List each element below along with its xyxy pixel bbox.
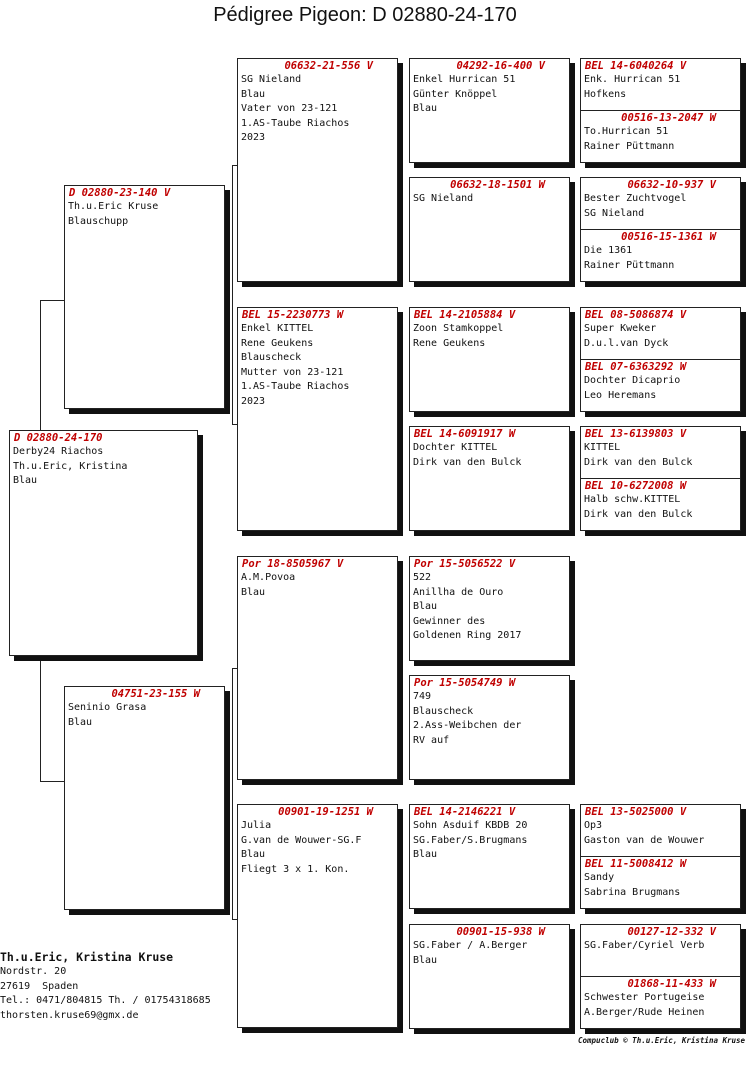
- ring-number: D 02880-23-140 V: [69, 187, 171, 199]
- ring-number: BEL 08-5086874 V: [585, 309, 687, 321]
- connector-line: [232, 165, 233, 425]
- card-line: Enkel KITTEL: [241, 323, 314, 334]
- card-line: Rene Geukens: [241, 337, 314, 349]
- pedigree-card-gen5-pair[interactable]: [580, 804, 741, 909]
- pedigree-card-granddam-paternal[interactable]: [237, 307, 398, 531]
- ring-number: BEL 13-5025000 V: [585, 806, 687, 818]
- owner-info: [0, 949, 211, 1023]
- card-line: RV auf: [413, 734, 450, 746]
- card-line: KITTEL: [584, 442, 621, 453]
- card-line: Julia: [241, 820, 272, 831]
- card-line: 2023: [241, 132, 266, 143]
- card-line: Dirk van den Bulck: [584, 508, 693, 520]
- connector-line: [40, 300, 41, 430]
- card-line: Günter Knöppel: [413, 88, 498, 100]
- connector-line: [40, 781, 64, 782]
- pedigree-subcard[interactable]: [581, 229, 740, 273]
- card-line: Dochter KITTEL: [413, 442, 498, 453]
- card-line: Halb schw.KITTEL: [584, 494, 681, 505]
- ring-number: 04751-23-155 W: [111, 688, 200, 700]
- footer-credit: Compuclub © Th.u.Eric, Kristina Kruse: [578, 1036, 746, 1045]
- pedigree-card-granddam-maternal[interactable]: [237, 804, 398, 1028]
- pedigree-card-gen5-pair[interactable]: [580, 426, 741, 531]
- card-line: 2.Ass-Weibchen der: [413, 720, 522, 731]
- card-line: SG.Faber/Cyriel Verb: [584, 940, 705, 951]
- ring-number: BEL 14-6040264 V: [585, 60, 687, 72]
- pedigree-card-gen4[interactable]: [409, 58, 570, 163]
- card-line: Blau: [13, 475, 38, 486]
- pedigree-subcard[interactable]: [581, 478, 740, 522]
- ring-number: Por 15-5056522 V: [414, 558, 516, 570]
- pedigree-subcard[interactable]: [581, 110, 740, 154]
- card-line: Zoon Stamkoppel: [413, 323, 504, 334]
- card-line: Rene Geukens: [413, 337, 486, 349]
- ring-number: 04292-16-400 V: [456, 60, 545, 72]
- card-line: Leo Heremans: [584, 389, 657, 401]
- card-line: G.van de Wouwer-SG.F: [241, 834, 362, 846]
- card-line: D.u.l.van Dyck: [584, 337, 669, 349]
- pedigree-subcard[interactable]: [581, 856, 740, 900]
- card-line: SG Nieland: [584, 207, 645, 219]
- card-line: Schwester Portugeise: [584, 992, 705, 1003]
- ring-number: BEL 07-6363292 W: [585, 361, 687, 373]
- card-line: Mutter von 23-121: [241, 366, 344, 378]
- card-line: Rainer Püttmann: [584, 140, 675, 152]
- pedigree-card-gen4[interactable]: [409, 177, 570, 282]
- ring-number: BEL 11-5008412 W: [585, 858, 687, 870]
- pedigree-card-mother[interactable]: [64, 686, 225, 910]
- card-line: Seninio Grasa: [68, 702, 147, 713]
- ring-number: BEL 14-6091917 W: [414, 428, 516, 440]
- card-line: Blauschupp: [68, 215, 129, 227]
- card-line: Op3: [584, 820, 603, 831]
- ring-number: 06632-18-1501 W: [450, 179, 545, 191]
- card-line: Blau: [241, 586, 266, 598]
- pedigree-card-subject[interactable]: [9, 430, 198, 656]
- pedigree-card-grandsire-maternal[interactable]: [237, 556, 398, 780]
- ring-number: BEL 10-6272008 W: [585, 480, 687, 492]
- card-line: Blauscheck: [413, 705, 474, 717]
- ring-number: 06632-21-556 V: [284, 60, 373, 72]
- owner-address-line: 27619 Spaden: [0, 980, 79, 992]
- pedigree-card-gen4[interactable]: [409, 426, 570, 531]
- pedigree-subcard[interactable]: [581, 359, 740, 403]
- card-line: Blau: [241, 849, 266, 860]
- ring-number: 00901-15-938 W: [456, 926, 545, 938]
- card-line: Blau: [413, 601, 438, 612]
- card-line: 749: [413, 691, 432, 702]
- ring-number: Por 18-8505967 V: [242, 558, 344, 570]
- connector-line: [40, 656, 41, 782]
- owner-email[interactable]: thorsten.kruse69@gmx.de: [0, 1009, 139, 1021]
- ring-number: Por 15-5054749 W: [414, 677, 516, 689]
- card-line: 2023: [241, 395, 266, 407]
- ring-number: 00516-13-2047 W: [621, 112, 716, 124]
- card-line: A.M.Povoa: [241, 572, 296, 583]
- pedigree-card-gen4[interactable]: [409, 307, 570, 412]
- pedigree-card-gen4[interactable]: [409, 804, 570, 909]
- card-line: 1.AS-Taube Riachos: [241, 381, 350, 392]
- ring-number: D 02880-24-170: [14, 432, 103, 444]
- pedigree-card-gen4[interactable]: [409, 924, 570, 1029]
- owner-address-line: Nordstr. 20: [0, 966, 67, 977]
- card-line: Sandy: [584, 872, 615, 883]
- page-title: Pédigree Pigeon: D 02880-24-170: [213, 4, 517, 26]
- pedigree-card-father[interactable]: [64, 185, 225, 409]
- connector-line: [40, 300, 64, 301]
- ring-number: BEL 14-2105884 V: [414, 309, 516, 321]
- card-line: Hofkens: [584, 88, 627, 100]
- card-line: Rainer Püttmann: [584, 259, 675, 271]
- card-line: Gewinner des: [413, 615, 486, 627]
- ring-number: 00901-19-1251 W: [278, 806, 373, 818]
- card-line: Blau: [413, 954, 438, 966]
- card-line: SG.Faber/S.Brugmans: [413, 834, 528, 846]
- card-line: Blau: [68, 716, 93, 728]
- card-line: SG Nieland: [413, 193, 474, 204]
- card-line: Anillha de Ouro: [413, 586, 504, 598]
- card-line: Blau: [241, 88, 266, 100]
- owner-phone: Tel.: 0471/804815 Th. / 01754318685: [0, 995, 211, 1006]
- card-line: Gaston van de Wouwer: [584, 834, 705, 846]
- pedigree-card-gen5-pair[interactable]: [580, 924, 741, 1029]
- pedigree-card-gen5-pair[interactable]: [580, 177, 741, 282]
- pedigree-card-gen5-pair[interactable]: [580, 307, 741, 412]
- card-line: Blauscheck: [241, 352, 302, 363]
- ring-number: 00127-12-332 V: [627, 926, 716, 938]
- card-line: Enk. Hurrican 51: [584, 74, 681, 85]
- ring-number: BEL 13-6139803 V: [585, 428, 687, 440]
- card-line: Dochter Dicaprio: [584, 375, 681, 386]
- card-line: Th.u.Eric Kruse: [68, 201, 159, 212]
- card-line: Enkel Hurrican 51: [413, 74, 516, 85]
- card-line: Th.u.Eric, Kristina: [13, 460, 128, 472]
- card-line: Sabrina Brugmans: [584, 886, 681, 898]
- card-line: 522: [413, 572, 432, 583]
- card-line: Goldenen Ring 2017: [413, 630, 522, 641]
- card-line: Vater von 23-121: [241, 103, 338, 114]
- card-line: 1.AS-Taube Riachos: [241, 117, 350, 129]
- card-line: To.Hurrican 51: [584, 126, 669, 137]
- card-line: Die 1361: [584, 245, 633, 256]
- card-line: Derby24 Riachos: [13, 446, 104, 457]
- pedigree-card-gen4[interactable]: [409, 675, 570, 780]
- ring-number: 00516-15-1361 W: [621, 231, 716, 243]
- card-line: Fliegt 3 x 1. Kon.: [241, 863, 350, 875]
- card-line: SG Nieland: [241, 74, 302, 85]
- ring-number: 06632-10-937 V: [627, 179, 716, 191]
- card-line: Sohn Asduif KBDB 20: [413, 820, 528, 831]
- pedigree-card-gen4[interactable]: [409, 556, 570, 661]
- card-line: Bester Zuchtvogel: [584, 193, 687, 204]
- pedigree-card-gen5-pair[interactable]: [580, 58, 741, 163]
- card-line: A.Berger/Rude Heinen: [584, 1006, 705, 1018]
- ring-number: BEL 15-2230773 W: [242, 309, 344, 321]
- owner-name: Th.u.Eric, Kristina Kruse: [0, 950, 174, 964]
- card-line: SG.Faber / A.Berger: [413, 940, 528, 951]
- pedigree-subcard[interactable]: [581, 976, 740, 1020]
- ring-number: BEL 14-2146221 V: [414, 806, 516, 818]
- card-line: Blau: [413, 103, 438, 114]
- card-line: Dirk van den Bulck: [413, 456, 522, 468]
- connector-line: [232, 668, 233, 920]
- card-line: Super Kweker: [584, 323, 657, 334]
- ring-number: 01868-11-433 W: [627, 978, 716, 990]
- card-line: Blau: [413, 849, 438, 860]
- card-line: Dirk van den Bulck: [584, 456, 693, 468]
- pedigree-card-grandsire-paternal[interactable]: [237, 58, 398, 282]
